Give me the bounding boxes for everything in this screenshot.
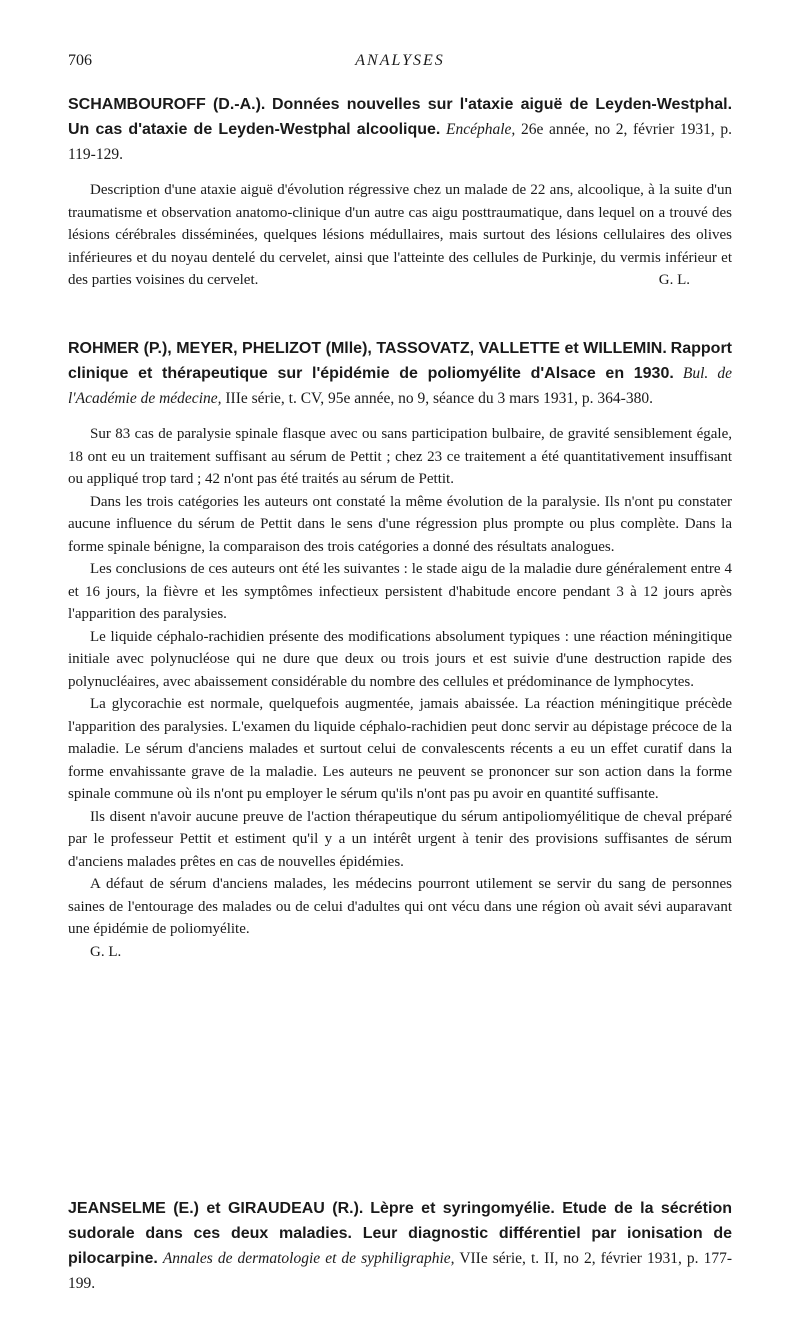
entry-authors: ROHMER (P.), MEYER, PHELIZOT (Mlle), TASSOVATZ, VALLETTE et WILLEMIN. — [68, 340, 667, 357]
abstract-entry-rohmer — [68, 336, 732, 963]
author-signature: G. L. — [90, 943, 122, 960]
entry-title: Rapport clinique et thérapeutique sur l'épidémie de poliomyélite d'Alsace en 1930. — [68, 340, 732, 382]
paragraph-text: Description d'une ataxie aiguë d'évolution régressive chez un malade de 22 ans, alcoolique, à la suite d'un traumatisme et observation anatomo-clinique d'un autre cas aigu posttraumatique, dans lequel on a trouvé des lésions cérébrales disséminées, quelques lésions médullaires, mais surtout des lésions cellulaires des olives inférieures et du noyau dentelé du cervelet, ainsi que l'atteinte des cellules de Purkinje, du vermis inférieur et des parties voisines du cervelet. — [68, 182, 732, 288]
paragraph: Le liquide céphalo-rachidien présente des modifications absolument typiques : une réaction méningitique initiale avec polynucléose qui ne dure que deux ou trois jours et est suivie d'une destruction rapide des polynucléaires, avec abaissement considérable du nombre des cellules et prédominance de lymphocytes. — [68, 628, 732, 690]
entry-body — [68, 179, 732, 292]
citation — [68, 1196, 732, 1296]
paragraph: Dans les trois catégories les auteurs ont constaté la même évolution de la paralysie. Ils n'ont pu constater aucune influence du sérum de Pettit dans le sens d'une régression plus prompte ou plus complète. Dans la forme spinale bénigne, la comparaison des trois catégories a donné des résultats analogues. — [68, 493, 732, 555]
running-title: ANALYSES — [355, 52, 445, 69]
page-number: 706 — [68, 52, 92, 69]
entry-details: IIIe série, t. CV, 95e année, no 9, séance du 3 mars 1931, p. 364-380. — [225, 390, 653, 407]
entry-body — [68, 423, 732, 963]
entry-journal: Encéphale, — [446, 121, 516, 138]
entry-journal: Annales de dermatologie et de syphiligraphie, — [162, 1250, 455, 1267]
author-signature: G. L. — [658, 272, 690, 288]
entry-authors: SCHAMBOUROFF (D.-A.). — [68, 96, 266, 113]
paragraph: Ils disent n'avoir aucune preuve de l'action thérapeutique du sérum antipoliomyélitique de cheval préparé par le professeur Pettit et estiment qu'il y a un intérêt urgent à tenir des provisions suffisantes de sérum d'anciens malades prêtes en cas de nouvelles épidémies. — [68, 808, 732, 870]
paragraph — [68, 179, 732, 292]
paragraph: A défaut de sérum d'anciens malades, les médecins pourront utilement se servir du sang de personnes saines de l'entourage des malades ou de celui d'adultes qui ont vécu dans une région où avait sévi auparavant une épidémie de poliomyélite. — [68, 876, 732, 937]
paragraph: Sur 83 cas de paralysie spinale flasque avec ou sans participation bulbaire, de gravité sensiblement égale, 18 ont eu un traitement suffisant au sérum de Pettit ; chez 23 ce traitement a été quantitativement insuffisant ou appliqué trop tard ; 42 n'ont pas été traités au sérum de Pettit. — [68, 426, 732, 487]
entry-journal: Bul. de l'Académie de médecine, — [68, 365, 733, 407]
citation — [68, 92, 732, 167]
abstract-entry-jeanselme — [68, 1196, 732, 1296]
entry-details: VIIe série, t. II, no 2, février 1931, p. 177-199. — [68, 1250, 732, 1292]
entry-title: Lèpre et syringomyélie. Etude de la sécrétion sudorale dans ces deux maladies. Leur diagnostic différentiel par ionisation de pilocarpine. — [68, 1200, 733, 1267]
paragraph: Les conclusions de ces auteurs ont été les suivantes : le stade aigu de la maladie dure généralement entre 4 et 16 jours, la fièvre et les symptômes infectieux persistent d'habitude encore pendant 3 à 12 jours après l'apparition des paralysies. — [68, 561, 732, 622]
paragraph: La glycorachie est normale, quelquefois augmentée, jamais abaissée. La réaction méningitique précède l'apparition des paralysies. L'examen du liquide céphalo-rachidien peut donc servir au dépistage précoce de la maladie. Le sérum d'anciens malades et surtout celui de convalescents récents a eu un effet curatif dans la forme envahissante grave de la maladie. Les auteurs ne peuvent se prononcer sur son action dans la forme spinale commune où ils n'ont pu employer le sérum qu'ils n'ont pas pu avoir en quantité suffisante. — [68, 696, 732, 802]
page-header — [68, 52, 732, 76]
entry-title: Données nouvelles sur l'ataxie aiguë de Leyden-Westphal. Un cas d'ataxie de Leyden-Westphal alcoolique. — [68, 96, 733, 138]
entry-details: 26e année, no 2, février 1931, p. 119-129. — [68, 121, 733, 163]
entry-authors: JEANSELME (E.) et GIRAUDEAU (R.). — [68, 1200, 364, 1217]
citation — [68, 336, 732, 411]
abstract-entry-schambouroff — [68, 92, 732, 292]
